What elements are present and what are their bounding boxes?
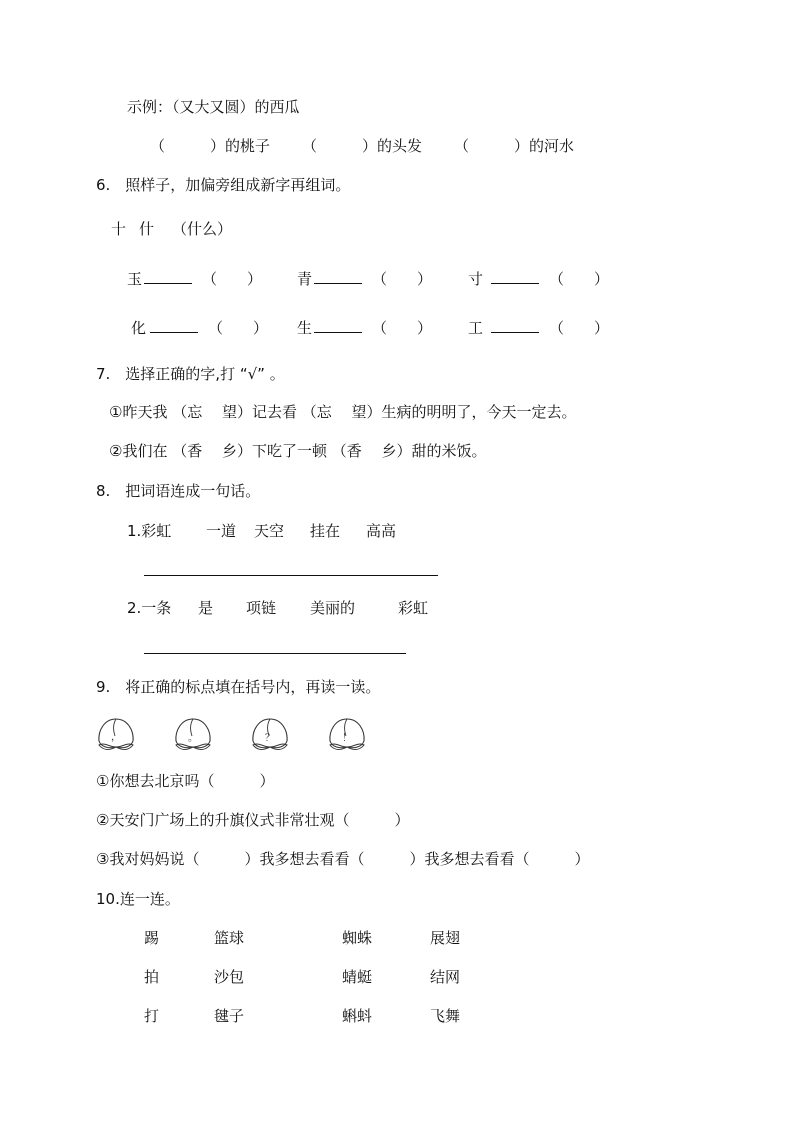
q10-verb: 拍: [144, 968, 160, 986]
peach-exclamation-icon: [326, 714, 368, 752]
q6-paren: （ ）: [208, 319, 269, 337]
answer-blank[interactable]: [314, 318, 362, 333]
q6-char: 生: [297, 319, 313, 337]
q6-char: 青: [297, 270, 313, 288]
answer-blank[interactable]: [491, 318, 539, 333]
peach-mark: ！: [342, 733, 352, 744]
q10-insect: 蜻蜓: [342, 968, 373, 986]
answer-blank[interactable]: [314, 269, 362, 284]
q6-paren: （ ）: [202, 270, 263, 288]
q5-item: （ ）的桃子: [150, 137, 271, 155]
q10-object: 沙包: [214, 968, 245, 986]
q6-item: [468, 269, 609, 289]
q8-word: 高高: [366, 522, 397, 540]
peach-mark: 。: [188, 733, 198, 744]
q6-example-word: （什么）: [172, 220, 233, 238]
q9-line-2: ②天安门广场上的升旗仪式非常壮观（ ）: [96, 811, 410, 829]
answer-blank[interactable]: [150, 318, 198, 333]
q6-example-base: 十: [111, 220, 127, 238]
peach-mark: ，: [111, 732, 121, 743]
answer-blank[interactable]: [491, 269, 539, 284]
question-7-title: 7. 选择正确的字,打 “√” 。: [96, 365, 285, 383]
q10-verb: 踢: [144, 929, 160, 947]
q8-word: 美丽的: [310, 599, 356, 617]
q10-action: 结网: [430, 968, 461, 986]
q8-word: 项链: [246, 599, 277, 617]
q9-line-1: ①你想去北京吗（ ）: [96, 772, 275, 790]
question-10-title: 10.连一连。: [96, 890, 180, 908]
q10-insect: 蜘蛛: [342, 929, 373, 947]
peach-mark: ？: [265, 733, 275, 744]
q6-item: [297, 269, 432, 289]
q6-item: [468, 318, 609, 338]
q10-object: 毽子: [214, 1007, 245, 1025]
q8-word: 1.彩虹: [127, 522, 172, 540]
q7-line-2: ②我们在 （香 乡）下吃了一顿 （香 乡）甜的米饭。: [109, 442, 487, 460]
answer-blank[interactable]: [144, 269, 192, 284]
q8-word: 是: [198, 599, 214, 617]
q6-item: [127, 269, 262, 289]
q6-paren: （ ）: [372, 270, 433, 288]
peach-question-icon: [249, 714, 291, 752]
q6-item: [297, 318, 432, 338]
q6-paren: （ ）: [549, 319, 610, 337]
answer-line[interactable]: [144, 575, 438, 576]
q5-item: （ ）的头发: [302, 137, 423, 155]
q7-line-1: ①昨天我 （忘 望）记去看 （忘 望）生病的明明了，今天一定去。: [109, 403, 577, 421]
question-9-title: 9. 将正确的标点填在括号内，再读一读。: [96, 678, 381, 696]
q10-verb: 打: [144, 1007, 160, 1025]
q6-char: 寸: [468, 270, 484, 288]
q6-char: 玉: [127, 270, 143, 288]
q10-action: 飞舞: [430, 1007, 461, 1025]
q8-word: 天空: [254, 522, 285, 540]
q6-item: [131, 318, 268, 338]
q6-char: 化: [131, 319, 147, 337]
q6-paren: （ ）: [372, 319, 433, 337]
q9-line-3: ③我对妈妈说（ ）我多想去看看（ ）我多想去看看（ ）: [96, 850, 590, 868]
q10-insect: 蝌蚪: [342, 1007, 373, 1025]
peach-comma-icon: [95, 714, 137, 752]
question-8-title: 8. 把词语连成一句话。: [96, 482, 261, 500]
peach-period-icon: [172, 714, 214, 752]
question-6-title: 6. 照样子，加偏旁组成新字再组词。: [96, 176, 351, 194]
q5-item: （ ）的河水: [454, 137, 575, 155]
q8-word: 2.一条: [127, 599, 172, 617]
q6-paren: （ ）: [549, 270, 610, 288]
answer-line[interactable]: [144, 653, 406, 654]
q10-object: 篮球: [214, 929, 245, 947]
q10-action: 展翅: [430, 929, 461, 947]
q8-word: 彩虹: [398, 599, 429, 617]
q6-example-char: 什: [139, 220, 155, 238]
example-line: 示例：（又大又圆）的西瓜: [127, 98, 300, 116]
q8-word: 挂在: [310, 522, 341, 540]
q8-word: 一道: [206, 522, 237, 540]
q6-char: 工: [468, 319, 484, 337]
